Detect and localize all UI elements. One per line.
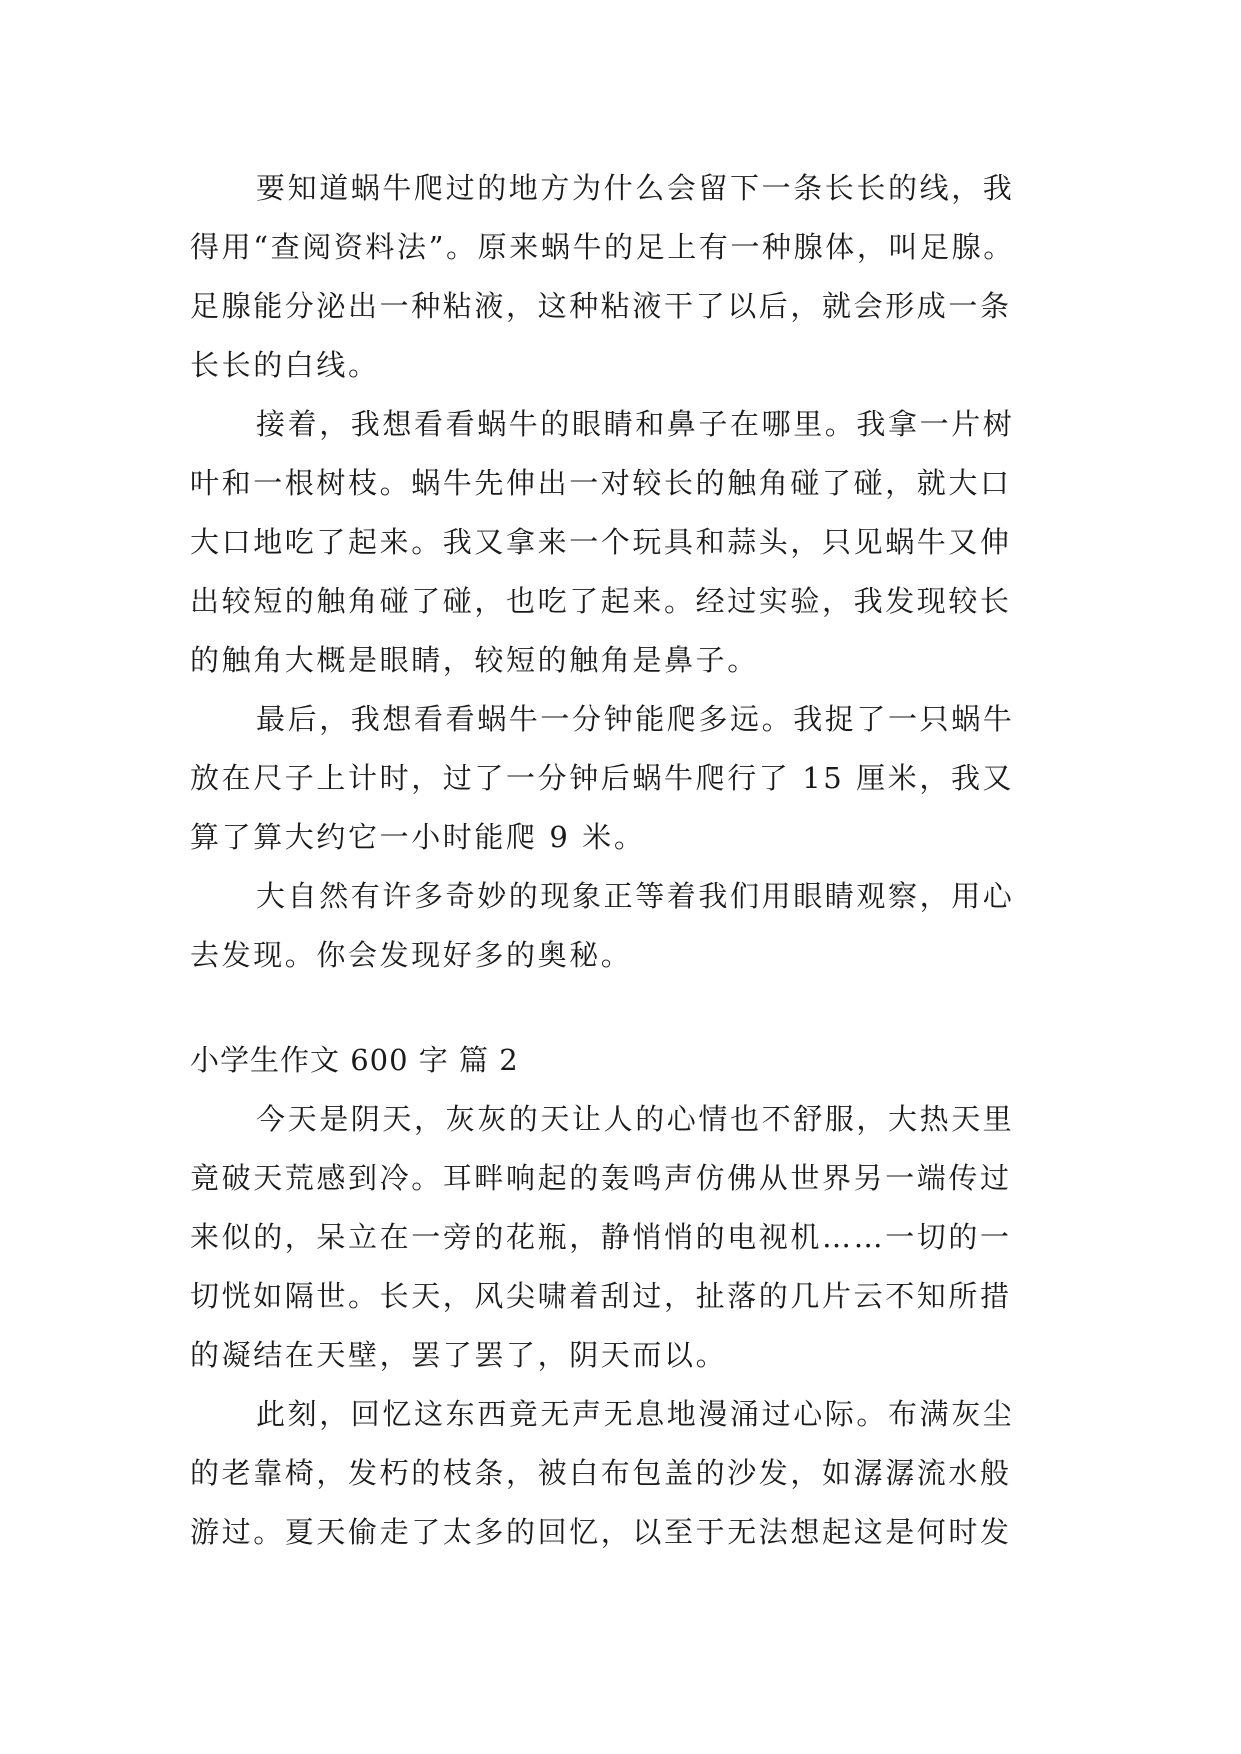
section-paragraph-2-line-3: 游过。夏天偷走了太多的回忆，以至于无法想起这是何时发: [190, 1515, 1012, 1549]
section-paragraph-1-line-4: 切恍如隔世。长天，风尖啸着刮过，扯落的几片云不知所措: [190, 1279, 1012, 1313]
paragraph-2-line-4: 出较短的触角碰了碰，也吃了起来。经过实验，我发现较长: [190, 584, 1012, 618]
paragraph-4-line-1: 大自然有许多奇妙的现象正等着我们用眼睛观察，用心: [256, 879, 1015, 913]
section-paragraph-1-line-5: 的凝结在天壁，罢了罢了，阴天而以。: [190, 1338, 728, 1372]
section-heading: 小学生作文 600 字 篇 2: [190, 1043, 519, 1077]
paragraph-1-line-1: 要知道蜗牛爬过的地方为什么会留下一条长长的线，我: [256, 171, 1015, 205]
paragraph-1-line-3: 足腺能分泌出一种粘液，这种粘液干了以后，就会形成一条: [190, 289, 1012, 323]
paragraph-2-line-5: 的触角大概是眼睛，较短的触角是鼻子。: [190, 643, 759, 677]
paragraph-3-line-2: 放在尺子上计时，过了一分钟后蜗牛爬行了 15 厘米，我又: [190, 761, 1015, 795]
paragraph-3-line-1: 最后，我想看看蜗牛一分钟能爬多远。我捉了一只蜗牛: [256, 702, 1015, 736]
paragraph-2-line-1: 接着，我想看看蜗牛的眼睛和鼻子在哪里。我拿一片树: [256, 407, 1015, 441]
section-paragraph-2-line-1: 此刻，回忆这东西竟无声无息地漫涌过心际。布满灰尘: [256, 1397, 1015, 1431]
paragraph-2-line-2: 叶和一根树枝。蜗牛先伸出一对较长的触角碰了碰，就大口: [190, 466, 1012, 500]
section-paragraph-2-line-2: 的老靠椅，发朽的枝条，被白布包盖的沙发，如潺潺流水般: [190, 1456, 1012, 1490]
paragraph-2-line-3: 大口地吃了起来。我又拿来一个玩具和蒜头，只见蜗牛又伸: [190, 525, 1012, 559]
paragraph-1-line-4: 长长的白线。: [190, 348, 380, 382]
section-paragraph-1-line-3: 来似的，呆立在一旁的花瓶，静悄悄的电视机……一切的一: [190, 1220, 1012, 1254]
paragraph-3-line-3: 算了算大约它一小时能爬 9 米。: [190, 820, 646, 854]
paragraph-4-line-2: 去发现。你会发现好多的奥秘。: [190, 938, 633, 972]
section-paragraph-1-line-2: 竟破天荒感到冷。耳畔响起的轰鸣声仿佛从世界另一端传过: [190, 1161, 1012, 1195]
section-paragraph-1-line-1: 今天是阴天，灰灰的天让人的心情也不舒服，大热天里: [256, 1102, 1015, 1136]
paragraph-1-line-2: 得用“查阅资料法”。原来蜗牛的足上有一种腺体，叫足腺。: [190, 230, 1015, 264]
